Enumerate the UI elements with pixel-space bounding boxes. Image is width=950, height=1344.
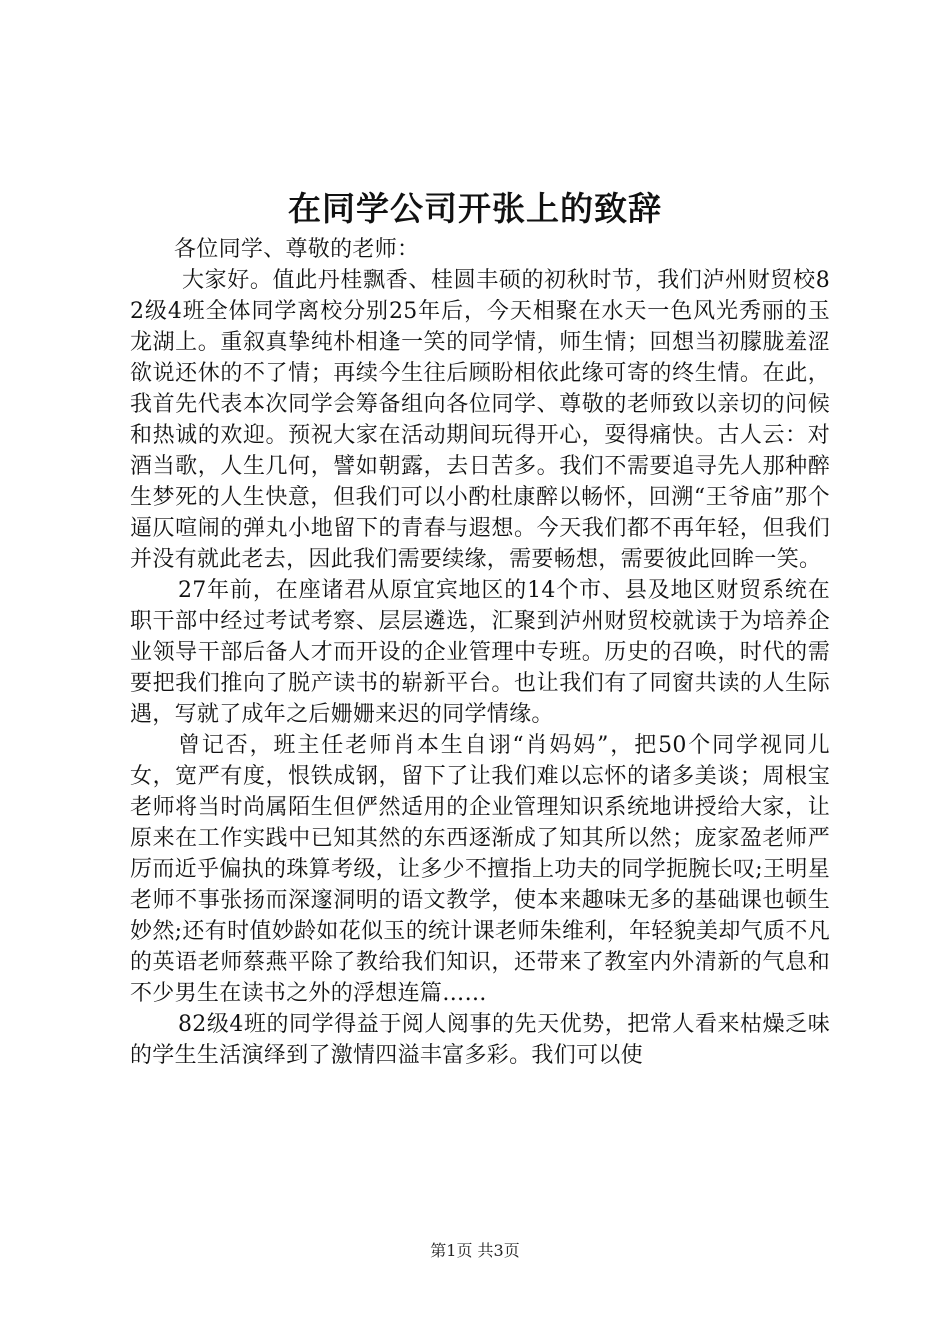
- paragraph-teachers: 曾记否，班主任老师肖本生自诩“肖妈妈”，把50个同学视同儿女，宽严有度，恨铁成钢，留下了让我们难以忘怀的诸多美谈；周根宝老师将当时尚属陌生但俨然适用的企业管理知识系统地讲授给大家，让原来在工作实践中已知其然的东西逐渐成了知其所以然；庞家盈老师严厉而近乎偏执的珠算考级，让多少不擅指上功夫的同学扼腕长叹;王明星老师不事张扬而深邃洞明的语文教学，使本来趣味无多的基础课也顿生妙然;还有时值妙龄如花似玉的统计课老师朱维利，年轻貌美却气质不凡的英语老师蔡燕平除了教给我们知识，还带来了教室内外清新的气息和不少男生在读书之外的浮想连篇……: [130, 733, 830, 1006]
- document-body: [130, 234, 830, 1071]
- paragraph-greeting: 大家好。值此丹桂飘香、桂圆丰硕的初秋时节，我们泸州财贸校82级4班全体同学离校分别25年后，今天相聚在水天一色风光秀丽的玉龙湖上。重叙真挚纯朴相逢一笑的同学情，师生情；回想当初朦胧羞涩欲说还休的不了情；再续今生往后顾盼相依此缘可寄的终生情。在此，我首先代表本次同学会筹备组向各位同学、尊敬的老师致以亲切的问候和热诚的欢迎。预祝大家在活动期间玩得开心，耍得痛快。古人云：对酒当歌，人生几何，譬如朝露，去日苦多。我们不需要追寻先人那种醉生梦死的人生快意，但我们可以小酌杜康醉以畅怀，回溯“王爷庙”那个逼仄喧闹的弹丸小地留下的青春与遐想。今天我们都不再年轻，但我们并没有就此老去，因此我们需要续缘，需要畅想，需要彼此回眸一笑。: [130, 268, 830, 572]
- page-footer: 第1页 共3页: [430, 1241, 520, 1260]
- paragraph-class: 82级4班的同学得益于阅人阅事的先天优势，把常人看来枯燥乏味的学生生活演绎到了激情四溢丰富多彩。我们可以使: [130, 1012, 830, 1068]
- paragraph-salutation: 各位同学、尊敬的老师：: [174, 237, 420, 262]
- document-title: 在同学公司开张上的致辞: [288, 189, 662, 228]
- paragraph-history: 27年前，在座诸君从原宜宾地区的14个市、县及地区财贸系统在职干部中经过考试考察、层层遴选，汇聚到泸州财贸校就读于为培养企业领导干部后备人才而开设的企业管理中专班。历史的召唤，时代的需要把我们推向了脱产读书的崭新平台。也让我们有了同窗共读的人生际遇，写就了成年之后姗姗来迟的同学情缘。: [130, 578, 830, 727]
